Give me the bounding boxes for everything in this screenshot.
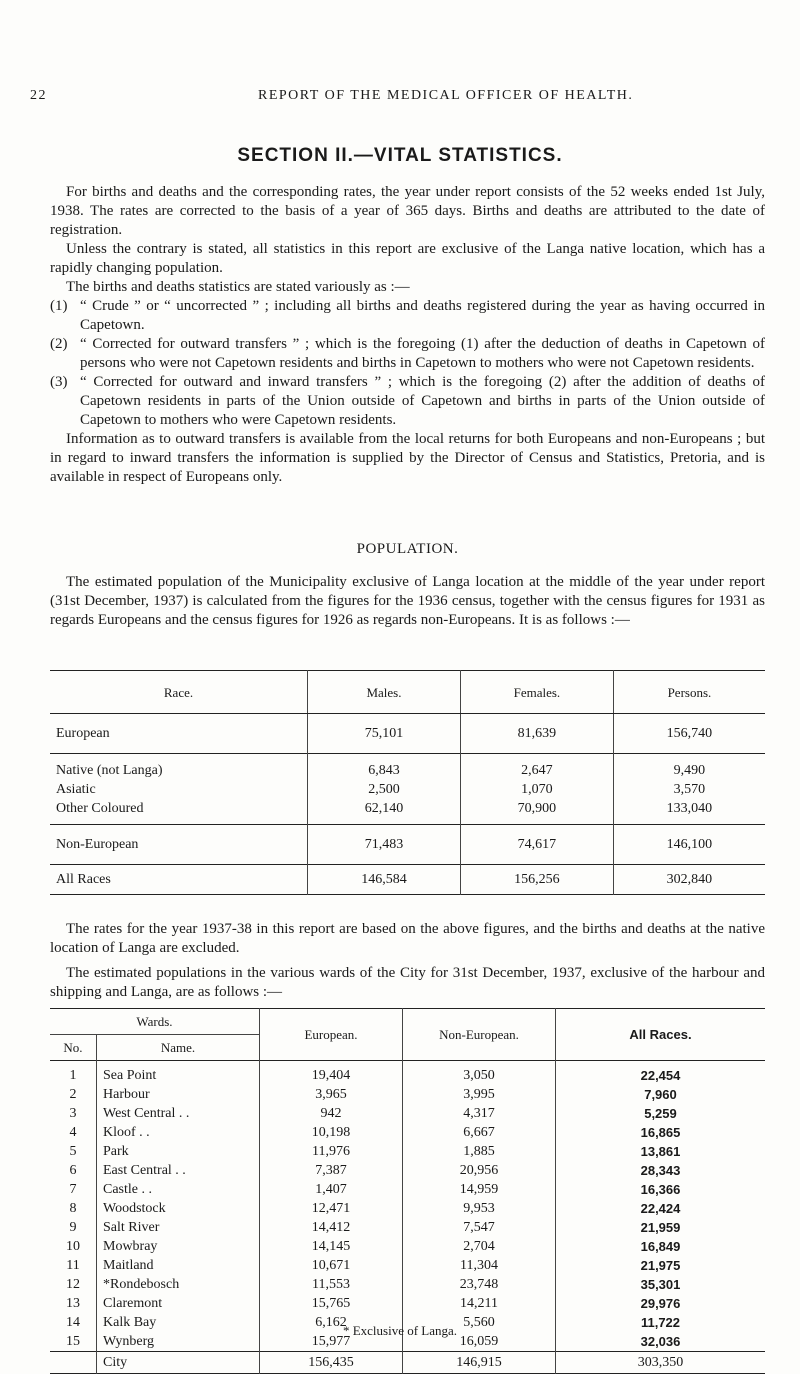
table-row xyxy=(50,780,765,799)
cell-name: Claremont xyxy=(97,1294,260,1313)
list-item-number: (3) xyxy=(50,374,68,390)
cell-all-races: 22,454 xyxy=(556,1061,766,1085)
table-row xyxy=(50,754,765,780)
cell-number: 6 xyxy=(69,1162,77,1178)
table-row xyxy=(50,1142,765,1161)
cell-european: 12,471 xyxy=(260,1199,403,1218)
cell-number: 7 xyxy=(69,1181,77,1197)
page-number: 22 xyxy=(30,88,47,103)
cell-persons: 133,040 xyxy=(613,799,765,825)
population-table xyxy=(50,670,765,895)
cell-european: 7,387 xyxy=(260,1161,403,1180)
cell-all-races: 22,424 xyxy=(556,1199,766,1218)
table-row xyxy=(50,714,765,754)
list-item-text: “ Corrected for outward transfers ” ; which is the foregoing (1) after the deduction of deaths in Capetown of persons who were not Capetown residents and births in Capetown to mothers who were not Capetown residents. xyxy=(80,336,765,371)
intro-paragraph-1: For births and deaths and the corresponding rates, the year under report consists of the 52 weeks ended 1st July, 1938. The rates are corrected to the basis of a year of 365 days. Births and deaths are attributed to the date of registration. xyxy=(50,184,765,238)
footnote: * Exclusive of Langa. xyxy=(342,1323,458,1338)
list-item xyxy=(50,373,765,430)
cell-name: East Central . . xyxy=(97,1161,260,1180)
cell-all-races: 35,301 xyxy=(556,1275,766,1294)
cell-males: 6,843 xyxy=(308,754,461,780)
cell-european: 14,412 xyxy=(260,1218,403,1237)
cell-name: Salt River xyxy=(97,1218,260,1237)
column-header-race: Race. xyxy=(50,671,308,714)
cell-name: Wynberg xyxy=(97,1332,260,1352)
cell-females: 156,256 xyxy=(460,865,613,895)
list-item xyxy=(50,297,765,335)
cell-males: 2,500 xyxy=(308,780,461,799)
section-title: SECTION II.—VITAL STATISTICS. xyxy=(237,145,563,166)
cell-name: Woodstock xyxy=(97,1199,260,1218)
intro-paragraph-3: The births and deaths statistics are stated variously as :— xyxy=(66,279,410,295)
population-block xyxy=(50,540,765,630)
table-row xyxy=(50,825,765,865)
cell-females: 2,647 xyxy=(460,754,613,780)
list-item-number: (1) xyxy=(50,298,68,314)
cell-all-races: 21,975 xyxy=(556,1256,766,1275)
cell-females: 1,070 xyxy=(460,780,613,799)
list-item-number: (2) xyxy=(50,336,68,352)
cell-number: 4 xyxy=(69,1124,77,1140)
cell-european: 942 xyxy=(260,1104,403,1123)
table-row xyxy=(50,1218,765,1237)
cell-all-races: 11,722 xyxy=(556,1313,766,1332)
cell-number: 2 xyxy=(69,1086,77,1102)
cell-european: 10,198 xyxy=(260,1123,403,1142)
cell-males: 62,140 xyxy=(308,799,461,825)
cell-non-european: 5,560 xyxy=(403,1313,556,1332)
table-row xyxy=(50,799,765,825)
cell-females: 81,639 xyxy=(460,714,613,754)
cell-number: 9 xyxy=(69,1219,77,1235)
cell-european: 15,765 xyxy=(260,1294,403,1313)
cell-persons: 146,100 xyxy=(613,825,765,865)
cell-european: 15,977 xyxy=(260,1332,403,1352)
cell-non-european: 11,304 xyxy=(403,1256,556,1275)
cell-all-races: 21,959 xyxy=(556,1218,766,1237)
cell-all-races: 28,343 xyxy=(556,1161,766,1180)
cell-non-european: 1,885 xyxy=(403,1142,556,1161)
column-header-european: European. xyxy=(260,1009,403,1061)
column-header-males: Males. xyxy=(308,671,461,714)
list-item-text: “ Crude ” or “ uncorrected ” ; including all births and deaths registered during the year as having occurred in Capetown. xyxy=(80,298,765,333)
cell-name: Maitland xyxy=(97,1256,260,1275)
cell-name: Harbour xyxy=(97,1085,260,1104)
cell-number: 12 xyxy=(66,1276,80,1292)
population-heading: POPULATION. xyxy=(356,541,459,557)
cell-non-european: 9,953 xyxy=(403,1199,556,1218)
table-row xyxy=(50,1294,765,1313)
cell-persons: 156,740 xyxy=(613,714,765,754)
cell-persons: 3,570 xyxy=(613,780,765,799)
table-row xyxy=(50,1275,765,1294)
cell-all-races: 16,366 xyxy=(556,1180,766,1199)
cell-all-races: 16,865 xyxy=(556,1123,766,1142)
cell-european: 10,671 xyxy=(260,1256,403,1275)
cell-non-european: 146,915 xyxy=(403,1351,556,1373)
cell-european: 6,162 xyxy=(260,1313,403,1332)
cell-race: European xyxy=(56,726,110,741)
table-row xyxy=(50,1123,765,1142)
cell-name: West Central . . xyxy=(97,1104,260,1123)
cell-persons: 302,840 xyxy=(613,865,765,895)
intro-paragraph-4: Information as to outward transfers is available from the local returns for both Europeans and non-Europeans ; but in regard to inward transfers the information is supplied by the Director of Census and Statistics, Pretoria, and is available in respect of Europeans only. xyxy=(50,431,765,485)
cell-males: 146,584 xyxy=(308,865,461,895)
cell-non-european: 2,704 xyxy=(403,1237,556,1256)
cell-number: 1 xyxy=(69,1067,77,1083)
cell-all-races: 5,259 xyxy=(556,1104,766,1123)
cell-number: 11 xyxy=(66,1257,80,1273)
cell-all-races: 16,849 xyxy=(556,1237,766,1256)
population-paragraph: The estimated population of the Municipality exclusive of Langa location at the middle of the year under report (31st December, 1937) is calculated from the figures for the 1936 census, together with the census figures for 1931 as regards Europeans and the census figures for 1926 as regards non-Europeans. It is as follows :— xyxy=(50,574,765,628)
cell-all-races: 13,861 xyxy=(556,1142,766,1161)
cell-european: 3,965 xyxy=(260,1085,403,1104)
cell-non-european: 3,050 xyxy=(403,1061,556,1085)
cell-name: Castle . . xyxy=(97,1180,260,1199)
cell-name: Kloof . . xyxy=(97,1123,260,1142)
table-row xyxy=(50,1256,765,1275)
column-header-no: No. xyxy=(63,1040,83,1055)
table-row xyxy=(50,1085,765,1104)
table-row xyxy=(50,1104,765,1123)
cell-number: 10 xyxy=(66,1238,80,1254)
column-header-name: Name. xyxy=(97,1035,260,1061)
cell-males: 75,101 xyxy=(308,714,461,754)
cell-all-races: 7,960 xyxy=(556,1085,766,1104)
table-row xyxy=(50,1061,765,1085)
list-item-text: “ Corrected for outward and inward transfers ” ; which is the foregoing (2) after the addition of deaths of Capetown residents in parts of the Union outside of Capetown and births in parts of the Union outside of Capetown to mothers who were Capetown residents. xyxy=(80,374,765,428)
cell-race: All Races xyxy=(56,872,111,887)
after-table-paragraph-2: The estimated populations in the various wards of the City for 31st December, 1937, exclusive of the harbour and shipping and Langa, are as follows :— xyxy=(50,965,765,1000)
cell-all-races: 29,976 xyxy=(556,1294,766,1313)
running-title: REPORT OF THE MEDICAL OFFICER OF HEALTH. xyxy=(258,88,634,103)
table-row xyxy=(50,1180,765,1199)
cell-number: 3 xyxy=(69,1105,77,1121)
cell-all-races: 303,350 xyxy=(556,1351,766,1373)
intro-block xyxy=(50,183,765,487)
table-row-total xyxy=(50,865,765,895)
cell-name: Park xyxy=(97,1142,260,1161)
cell-european: 156,435 xyxy=(260,1351,403,1373)
column-header-wards: Wards. xyxy=(50,1009,260,1035)
cell-males: 71,483 xyxy=(308,825,461,865)
after-table-block xyxy=(50,920,765,1002)
cell-number: 5 xyxy=(69,1143,77,1159)
cell-name: Sea Point xyxy=(97,1061,260,1085)
cell-name: Mowbray xyxy=(97,1237,260,1256)
list-item xyxy=(50,335,765,373)
cell-name: Kalk Bay xyxy=(97,1313,260,1332)
cell-non-european: 14,211 xyxy=(403,1294,556,1313)
cell-non-european: 7,547 xyxy=(403,1218,556,1237)
cell-european: 14,145 xyxy=(260,1237,403,1256)
cell-european: 19,404 xyxy=(260,1061,403,1085)
cell-european: 1,407 xyxy=(260,1180,403,1199)
cell-non-european: 6,667 xyxy=(403,1123,556,1142)
cell-persons: 9,490 xyxy=(613,754,765,780)
cell-non-european: 3,995 xyxy=(403,1085,556,1104)
table-row xyxy=(50,1199,765,1218)
column-header-females: Females. xyxy=(460,671,613,714)
cell-number: 15 xyxy=(66,1333,80,1349)
column-header-non-european: Non-European. xyxy=(403,1009,556,1061)
cell-name: City xyxy=(97,1351,260,1373)
cell-all-races: 32,036 xyxy=(556,1332,766,1352)
cell-non-european: 23,748 xyxy=(403,1275,556,1294)
cell-race: Non-European xyxy=(56,837,139,852)
cell-number: 14 xyxy=(66,1314,80,1330)
cell-number: 13 xyxy=(66,1295,80,1311)
cell-european: 11,553 xyxy=(260,1275,403,1294)
table-row xyxy=(50,1237,765,1256)
cell-females: 70,900 xyxy=(460,799,613,825)
intro-paragraph-2: Unless the contrary is stated, all statistics in this report are exclusive of the Langa native location, which has a rapidly changing population. xyxy=(50,241,765,276)
cell-number: 8 xyxy=(69,1200,77,1216)
wards-table xyxy=(50,1008,765,1374)
cell-name: *Rondebosch xyxy=(97,1275,260,1294)
table-row xyxy=(50,1161,765,1180)
cell-european: 11,976 xyxy=(260,1142,403,1161)
cell-race: Asiatic xyxy=(56,781,96,797)
cell-non-european: 4,317 xyxy=(403,1104,556,1123)
after-table-paragraph-1: The rates for the year 1937-38 in this report are based on the above figures, and the births and deaths at the native location of Langa are excluded. xyxy=(50,921,765,956)
cell-females: 74,617 xyxy=(460,825,613,865)
table-row-total xyxy=(50,1351,765,1373)
column-header-all-races: All Races. xyxy=(556,1009,766,1061)
cell-non-european: 16,059 xyxy=(403,1332,556,1352)
column-header-persons: Persons. xyxy=(613,671,765,714)
cell-race: Other Coloured xyxy=(56,800,144,816)
cell-non-european: 20,956 xyxy=(403,1161,556,1180)
cell-race: Native (not Langa) xyxy=(56,762,163,778)
cell-non-european: 14,959 xyxy=(403,1180,556,1199)
